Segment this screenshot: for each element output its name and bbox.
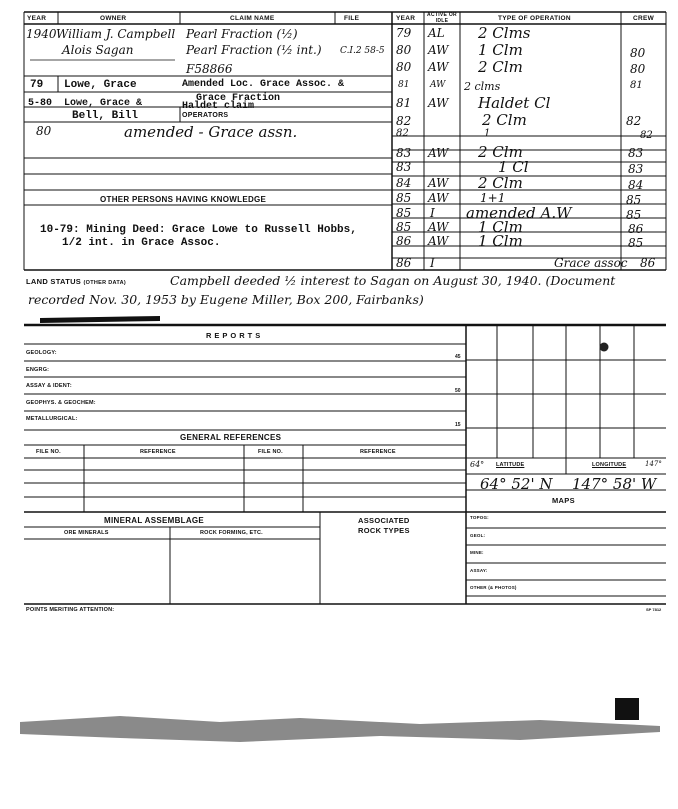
ref-col-reference: REFERENCE — [140, 449, 176, 455]
maps-assay: ASSAY: — [470, 568, 488, 573]
op-year: 86 — [396, 256, 412, 270]
op-year: 83 — [396, 146, 412, 160]
op-status: AW — [428, 234, 449, 248]
op-crew: 83 — [628, 146, 644, 160]
rock-types-label: ROCK TYPES — [358, 526, 410, 535]
longitude-label: LONGITUDE — [592, 462, 627, 468]
op-crew: 82 — [626, 114, 642, 128]
owner-row-owner: Lowe, Grace & — [64, 98, 143, 109]
op-type: 2 Clm — [478, 174, 523, 192]
op-type: 1 Clm — [478, 232, 523, 250]
owner-row-file: C.I.2 58-5 — [340, 46, 385, 56]
op-type: Grace assoc — [554, 256, 628, 270]
other-persons-line-2: 1/2 int. in Grace Assoc. — [62, 237, 221, 249]
maps-mine: MINE: — [470, 550, 484, 555]
owner-row-claim: Pearl Fraction (½ int.) — [186, 43, 322, 57]
latitude-value: 64° 52' N — [480, 475, 553, 493]
associated-label: ASSOCIATED — [358, 516, 410, 525]
op-year: 82 — [396, 114, 412, 128]
reports-title: REPORTS — [206, 331, 264, 340]
maps-label: MAPS — [552, 496, 575, 505]
report-geophys: GEOPHYS. & GEOCHEM: — [26, 400, 96, 406]
owner-row-claim: Amended Loc. Grace Assoc. & — [182, 79, 345, 90]
op-status: AW — [428, 191, 449, 205]
owner-row-year: 79 — [30, 79, 44, 91]
report-engrg: ENGRG: — [26, 367, 50, 373]
header-claim-name: CLAIM NAME — [230, 15, 275, 22]
op-year: 81 — [398, 80, 410, 90]
owner-row-owner: Lowe, Grace — [64, 79, 137, 91]
mineral-assemblage-title: MINERAL ASSEMBLAGE — [104, 516, 205, 525]
maps-topog: TOPOG: — [470, 515, 489, 520]
owner-row-owner: Alois Sagan — [62, 43, 134, 57]
operators-label: OPERATORS — [182, 112, 229, 119]
op-type: 1 Clm — [478, 41, 523, 59]
op-type: 1 — [484, 128, 491, 139]
op-year: 84 — [396, 176, 412, 190]
op-type: Haldet Cl — [478, 94, 551, 112]
op-status: I — [430, 206, 435, 220]
op-year: 85 — [396, 220, 412, 234]
op-year: 81 — [396, 96, 412, 110]
header-year: YEAR — [27, 15, 47, 22]
op-crew: 80 — [630, 62, 646, 76]
op-crew: 84 — [628, 178, 644, 192]
land-status-sub: (OTHER DATA) — [83, 280, 126, 286]
latitude-label: LATITUDE — [496, 462, 525, 468]
op-crew: 86 — [628, 222, 644, 236]
maps-other: OTHER (& PHOTOS) — [470, 585, 517, 590]
points-meriting-attention: POINTS MERITING ATTENTION: — [26, 607, 115, 613]
op-year: 79 — [396, 26, 412, 40]
owner-row-claim: amended - Grace assn. — [124, 123, 298, 141]
op-year: 80 — [396, 43, 412, 57]
op-crew: 82 — [640, 130, 653, 141]
longitude-value: 147° 58' W — [572, 475, 657, 493]
op-status: AL — [428, 26, 445, 40]
header-active-idle: ACTIVE OR IDLE — [427, 12, 457, 24]
long-prefix: 147° — [645, 460, 662, 468]
owner-row-year: 1940 — [26, 27, 57, 41]
header-type-of-operation: TYPE OF OPERATION — [498, 15, 571, 22]
op-year: 85 — [396, 191, 412, 205]
header-crew: CREW — [633, 15, 655, 22]
lat-prefix: 64° — [470, 460, 485, 469]
owner-row-owner: Bell, Bill — [72, 110, 139, 122]
rock-forming-label: ROCK FORMING, ETC. — [200, 530, 263, 536]
owner-row-claim: Haldet claim — [182, 101, 255, 112]
op-type: 1+1 — [480, 191, 506, 205]
owner-row-owner: William J. Campbell — [56, 27, 176, 41]
form-number: SP 7812 — [646, 607, 662, 612]
op-type: 1 Cl — [498, 158, 529, 176]
other-persons-line-1: 10-79: Mining Deed: Grace Lowe to Russell Hobbs, — [40, 224, 357, 236]
op-type: 2 Clm — [478, 143, 523, 161]
owner-row-year: 5-80 — [28, 98, 53, 109]
op-year: 85 — [396, 206, 412, 220]
op-type: amended A.W — [466, 204, 572, 222]
op-type: 2 Clms — [478, 24, 531, 42]
ref-col-file-no-2: FILE NO. — [258, 449, 283, 455]
op-type: 2 clms — [464, 80, 501, 93]
owner-row-claim: F58866 — [186, 62, 233, 76]
land-status-title: LAND STATUS — [26, 277, 82, 286]
land-status-label — [26, 277, 126, 286]
op-crew: 85 — [628, 236, 644, 250]
op-crew: 81 — [630, 80, 643, 91]
scan-smudge-left — [40, 316, 160, 323]
punch-hole-icon — [600, 343, 609, 352]
op-status: AW — [428, 176, 449, 190]
op-status: I — [430, 256, 435, 270]
report-geology: GEOLOGY: — [26, 350, 57, 356]
op-type: 1 Clm — [478, 218, 523, 236]
op-status: AW — [428, 146, 449, 160]
op-year: 82 — [396, 128, 409, 139]
general-references-title: GENERAL REFERENCES — [180, 433, 282, 442]
op-status: AW — [430, 80, 446, 90]
report-metallurgical-num: 15 — [455, 422, 461, 428]
report-assay-num: 50 — [455, 388, 461, 394]
op-crew: 86 — [640, 256, 656, 270]
scan-smudge-block — [615, 698, 639, 720]
owner-row-year: 80 — [36, 124, 52, 138]
land-status-line-2: recorded Nov. 30, 1953 by Eugene Miller, Box 200, Fairbanks) — [28, 292, 424, 307]
header-owner: OWNER — [100, 15, 127, 22]
ref-col-reference-2: REFERENCE — [360, 449, 396, 455]
op-status: AW — [428, 96, 449, 110]
ore-minerals-label: ORE MINERALS — [64, 530, 109, 536]
op-crew: 80 — [630, 46, 646, 60]
header-file: FILE — [344, 15, 360, 22]
op-type: 2 Clm — [482, 111, 527, 129]
op-status: AW — [428, 43, 449, 57]
op-crew: 83 — [628, 162, 644, 176]
op-crew: 85 — [626, 193, 642, 207]
report-metallurgical: METALLURGICAL: — [26, 416, 78, 422]
report-geology-num: 45 — [455, 354, 461, 360]
report-assay: ASSAY & IDENT: — [26, 383, 72, 389]
op-year: 80 — [396, 60, 412, 74]
op-year: 83 — [396, 160, 412, 174]
op-crew: 85 — [626, 208, 642, 222]
ref-col-file-no: FILE NO. — [36, 449, 61, 455]
owner-row-claim: Grace Fraction — [196, 93, 281, 104]
scan-smudge-band — [20, 716, 660, 742]
header-year-2: YEAR — [396, 15, 416, 22]
op-status: AW — [428, 220, 449, 234]
op-status: AW — [428, 60, 449, 74]
maps-geol: GEOL: — [470, 533, 486, 538]
other-persons-heading: OTHER PERSONS HAVING KNOWLEDGE — [100, 195, 267, 204]
land-status-line-1: Campbell deeded ½ interest to Sagan on August 30, 1940. (Document — [170, 273, 616, 288]
op-year: 86 — [396, 234, 412, 248]
op-type: 2 Clm — [478, 58, 523, 76]
owner-row-claim: Pearl Fraction (½) — [186, 27, 298, 41]
